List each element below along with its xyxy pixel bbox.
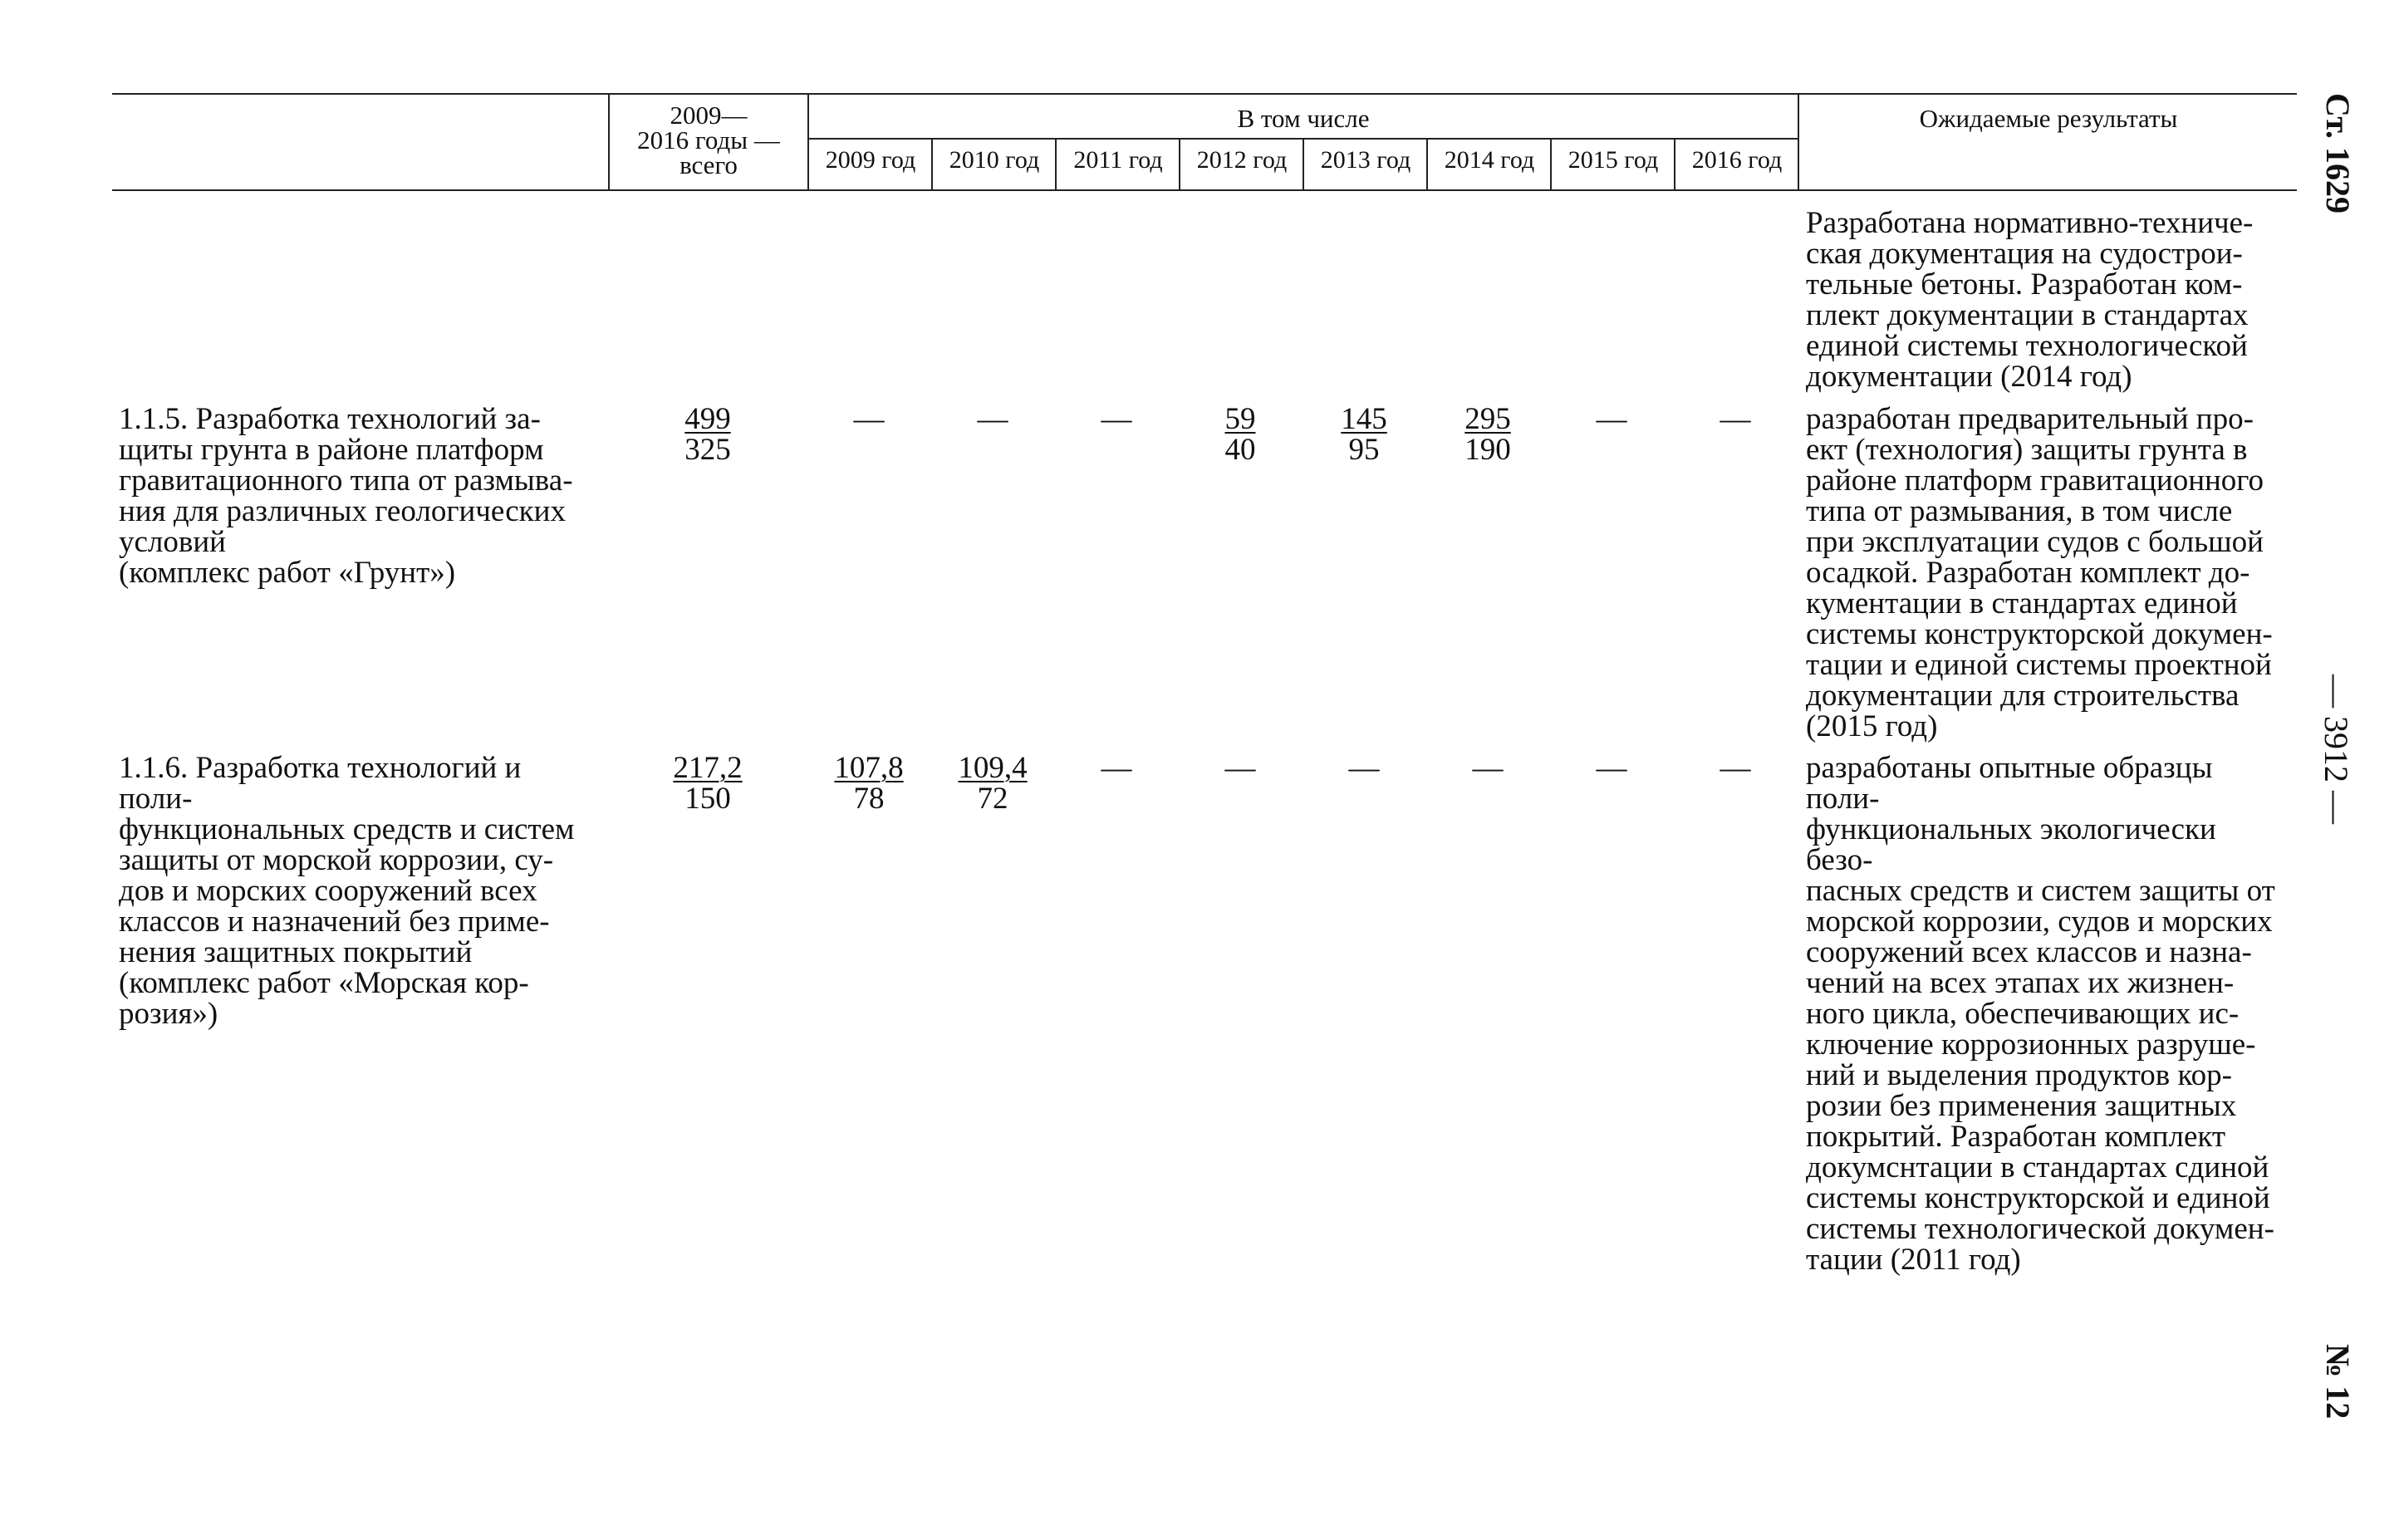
row-1-1-5-result: разработан предварительный про- ект (технология) защиты грунта в районе платформ гравитационного типа от размывания, в том числе при эксплуатации судов с большой осадкой. Разработан комплект до- кументации в стандартах единой системы конструкторской докумен- тации и единой системы проектной документации для строительства (2015 год) bbox=[1806, 402, 2273, 743]
issue-number: № 12 bbox=[2319, 1344, 2357, 1420]
value-numerator: 295 bbox=[1464, 402, 1511, 436]
header-year-2011: 2011 год bbox=[1073, 146, 1163, 174]
header-year-2014: 2014 год bbox=[1444, 146, 1535, 174]
row-1-1-6-2013: — bbox=[1348, 751, 1380, 785]
total-numerator: 499 bbox=[684, 402, 731, 436]
table-top-rule bbox=[112, 93, 2297, 95]
result-continuation: Разработана нормативно-техниче- ская документация на судострои- тельные бетоны. Разработан ком- плект документации в стандартах единой системы технологической документации (2014 год) bbox=[1806, 206, 2254, 394]
header-year-2015: 2015 год bbox=[1568, 146, 1659, 174]
header-year-2016: 2016 год bbox=[1691, 146, 1783, 174]
row-1-1-6-title: 1.1.6. Разработка технологий и поли- функциональных средств и систем защиты от морской коррозии, су- дов и морских сооружений всех классов и назначений без приме- нения защитных покрытий (комплекс работ «Морская кор- розия») bbox=[119, 751, 575, 1031]
row-1-1-6-2015: — bbox=[1596, 751, 1627, 785]
row-1-1-5-2009: — bbox=[853, 402, 885, 436]
row-1-1-5-title: 1.1.5. Разработка технологий за- щиты грунта в районе платформ гравитационного типа от размыва- ния для различных геологических условий (комплекс работ «Грунт») bbox=[119, 402, 573, 590]
value-numerator: 107,8 bbox=[834, 751, 904, 785]
row-1-1-6-2014: — bbox=[1472, 751, 1504, 785]
total-numerator: 217,2 bbox=[673, 751, 743, 785]
row-1-1-6-result: разработаны опытные образцы поли- функциональных экологически безо- пасных средств и систем защиты от морской коррозии, судов и морских сооружений всех классов и назна- чений на всех этапах их жизнен- ного цикла, обеспечивающих ис- ключение коррозионных разруше- ний и выделения продуктов кор- розии без применения защитных покрытий. Разработан комплект докумснтации в стандартах сдиной системы конструкторской и единой системы технологической докумен- тации (2011 год) bbox=[1806, 751, 2275, 1277]
article-number: Ст. 1629 bbox=[2319, 93, 2357, 213]
row-1-1-5-2012 bbox=[1182, 404, 1298, 465]
header-year-2012: 2012 год bbox=[1196, 146, 1288, 174]
row-1-1-6-total bbox=[650, 753, 766, 814]
row-1-1-6-2012: — bbox=[1224, 751, 1256, 785]
value-numerator: 109,4 bbox=[958, 751, 1028, 785]
header-year-2013: 2013 год bbox=[1320, 146, 1411, 174]
row-1-1-6-2016: — bbox=[1720, 751, 1751, 785]
row-1-1-5-2014 bbox=[1430, 404, 1546, 465]
row-1-1-5-2015: — bbox=[1596, 402, 1627, 436]
header-total-column: 2009— 2016 годы — всего bbox=[637, 101, 780, 179]
header-year-2010: 2010 год bbox=[949, 146, 1040, 174]
row-1-1-6-2011: — bbox=[1101, 751, 1132, 785]
value-denominator: 190 bbox=[1464, 433, 1511, 467]
value-denominator: 72 bbox=[977, 782, 1008, 816]
value-denominator: 78 bbox=[853, 782, 885, 816]
row-1-1-5-2013 bbox=[1306, 404, 1422, 465]
row-1-1-6-2010 bbox=[935, 753, 1051, 814]
header-group-title: В том числе bbox=[1237, 104, 1370, 133]
total-denominator: 150 bbox=[684, 782, 731, 816]
total-denominator: 325 bbox=[684, 433, 731, 467]
value-denominator: 95 bbox=[1348, 433, 1380, 467]
row-1-1-6-2009 bbox=[811, 753, 927, 814]
value-denominator: 40 bbox=[1224, 433, 1256, 467]
header-year-2009: 2009 год bbox=[825, 146, 916, 174]
table-header-bottom-rule bbox=[112, 189, 2297, 191]
row-1-1-5-2016: — bbox=[1720, 402, 1751, 436]
page-number: — 3912 — bbox=[2318, 674, 2355, 824]
value-numerator: 59 bbox=[1224, 402, 1256, 436]
row-1-1-5-2010: — bbox=[977, 402, 1008, 436]
value-numerator: 145 bbox=[1341, 402, 1387, 436]
row-1-1-5-total bbox=[650, 404, 766, 465]
row-1-1-5-2011: — bbox=[1101, 402, 1132, 436]
header-expected-results: Ожидаемые результаты bbox=[1919, 104, 2178, 133]
